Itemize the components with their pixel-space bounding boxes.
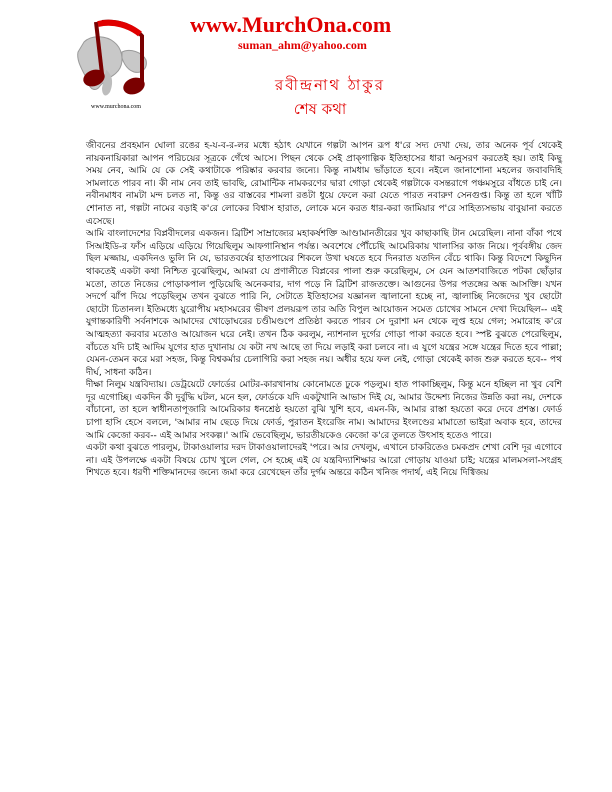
logo-caption: www.murchona.com — [91, 104, 141, 110]
site-logo[interactable] — [62, 12, 170, 112]
paragraph: একটা কথা বুঝতে পারলুম, টাকাওয়ালার দরদ টাকাওয়ালাদেরই 'পরে। আর দেখলুম, এখানে চাকরিতেও চমকপ্রদ শেখা বেশি দূর এগোবে না। এই উপলক্ষে একটা বিষয়ে চোখ খুলে গেল, সে হচ্ছে এই যে যন্ত্রবিদ্যাশিক্ষার আরো গোড়ায় যাওয়া চাই; যন্ত্রের মালমসলা-সংগ্রহ শিখতে হবে। ধরণী শক্তিমানদের জন্যে জমা করে রেখেছেন তাঁর দুর্গম অন্তরে কঠিন খনিজ পদার্থ, এই নিয়ে দিগ্বিজয় — [86, 443, 562, 479]
story-body — [86, 140, 562, 480]
paragraph: দীক্ষা নিলুম যন্ত্রবিদ্যায়। ডেট্রয়েটে ফোর্ডের মোটর-কারখানায় কোনোমতে ঢুকে পড়লুম। হাত পাকাচ্ছিলুম, কিন্তু মনে হচ্ছিল না খুব বেশি দূর এগোচ্ছি। একদিন কী দুর্বুদ্ধি ঘটল, মনে হল, ফোর্ডকে যদি একটুখানি আভাস দিই যে, আমার উদ্দেশ্য নিজের উন্নতি করা নয়, দেশকে বাঁচানো, তা হলে স্বাধীনতাপূজারি আমেরিকার ধনশ্রেষ্ঠ হয়তো বুঝি খুশি হবে, এমন-কি, আমার রাস্তা হয়তো করে দেবে প্রশস্ত। ফোর্ড চাপা হাসি হেসে বললে, 'আমার নাম ছেড়ে দিয়ে ফোর্ড, পুরাতন ইংরেজি নাম। আমাদের ইংলণ্ডের মামাতো ভাইরা অবাক হবে, তাদের আমি কেজো করব-- এই আমার সংকল্প।' আমি ভেবেছিলুম, ভারতীয়কেও কেজো ক'রে তুলতে উৎসাহ হতেও পারে। — [86, 380, 562, 441]
music-note-logo-icon — [62, 12, 170, 112]
paragraph: আমি বাংলাদেশের বিপ্লবীদলের একজন। ব্রিটিশ সাম্রাজ্যের মহাকর্ষশক্তি আণ্ডামানতীরের খুব কাছাকাছি টান মেরেছিল। নানা বাঁকা পথে সিআইডি-র ফাঁস এড়িয়ে এড়িয়ে গিয়েছিলুম আফগানিস্থান পর্যন্ত। অবশেষে পৌঁচেছি আমেরিকায় খালাসির কাজ নিয়ে। পূর্ববঙ্গীয় জেদ ছিল মজ্জায়, একদিনও ভুলি নি যে, ভারতবর্ষের হাতপায়ের শিকলে উখা ঘষতে হবে দিনরাত যতদিন বেঁচে থাকি। কিন্তু বিদেশে কিছুদিন থাকতেই একটা কথা নিশ্চিত বুঝেছিলুম, আমরা যে প্রণালীতে বিপ্লবের পালা শুরু করেছিলুম, সে যেন আতশবাজিতে পটকা ছোঁড়ার মতো, তাতে নিজের পোড়াকপাল পুড়িয়েছি অনেকবার, দাগ পড়ে নি ব্রিটিশ রাজতক্তে। আগুনের উপর পতঙ্গের অন্ধ আসক্তি। যখন সদর্পে ঝাঁপ দিয়ে পড়েছিলুম তখন বুঝতে পারি নি, সেটাতে ইতিহাসের যজ্ঞানল জ্বালানো হচ্ছে না, জ্বালাচ্ছি নিজেদের খুব ছোটো ছোটো চিতানল। ইতিমধ্যে য়ুরোপীয় মহাসমরের ভীষণ প্রলয়রূপ তার অতি বিপুল আয়োজন সমেত চোখের সামনে দেখা দিয়েছিল-- এই যুগান্তকারিণী সর্বনাশকে আমাদের খোড়োঘরের চণ্ডীমণ্ডপে প্রতিষ্ঠা করতে পারব সে দুরাশা মন থেকে লুপ্ত হয়ে গেল; সমারোহ ক'রে আত্মহত্যা করবার মতোও আয়োজন ঘরে নেই। তখন ঠিক করলুম, ন্যাশনাল দুর্গের গোড়া পাকা করতে হবে। স্পষ্ট বুঝতে পেরেছিলুম, বাঁচতে যদি চাই আদিম যুগের হাত দুখানায় যে কটা নখ আছে তা দিয়ে লড়াই করা চলবে না। এ যুগে যন্ত্রের সঙ্গে যন্ত্রের দিতে হবে পাল্লা; যেমন-তেমন করে মরা সহজ, কিন্তু বিশ্বকর্মার চেলাগিরি করা সহজ নয়। অধীর হয়ে ফল নেই, গোড়া থেকেই কাজ শুরু করতে হবে-- পথ দীর্ঘ, সাধনা কঠিন। — [86, 229, 562, 378]
story-title: শেষ কথা — [293, 100, 347, 118]
site-url-link[interactable]: www.MurchOna.com — [190, 12, 392, 37]
email-link[interactable]: suman_ahm@yahoo.com — [238, 38, 367, 52]
paragraph: জীবনের প্রবহমান ঘোলা রঙের হ-য-ব-র-লর মধ্যে হঠাৎ যেখানে গল্পটা আপন রূপ ধ'রে সদ্য দেখা দেয়, তার অনেক পূর্ব থেকেই নায়কনায়িকারা আপন পরিচয়ের সূত্রকে গেঁথে আসে। পিছন থেকে সেই প্রাক্‌গাল্পিক ইতিহাসের ধারা অনুসরণ করতেই হয়। তাই কিছু সময় নেব, আমি যে কে সেই কথাটাকে পরিষ্কার করবার জন্যে। কিন্তু নামধাম ভাঁড়াতে হবে। নইলে জানাশোনা মহলের জবাবদিহি সামলাতে পারব না। কী নাম নেব তাই ভাবছি, রোমান্টিক নামকরণের দ্বারা গোড়া থেকেই গল্পটাকে বসন্তরাগে পঞ্চমসুরে বাঁধতে চাই নে। নবীনমাধব নামটা মন্দ চলত না, কিন্তু ওর বাস্তবের শামলা রঙটা ধুয়ে ফেলে করা যেতে পারত নবারুণ সেনগুপ্ত। কিন্তু তা হলে খাঁটি শোনাত না, গল্পটা নামের বড়াই ক'রে লোকের বিশ্বাস হারাত, লোকে মনে করত ধার-করা জামিয়ার প'রে সাহিত্যসভায় বাবুয়ানা করতে এসেছে। — [86, 141, 562, 227]
author-name: রবীন্দ্রনাথ ঠাকুর — [275, 76, 385, 94]
